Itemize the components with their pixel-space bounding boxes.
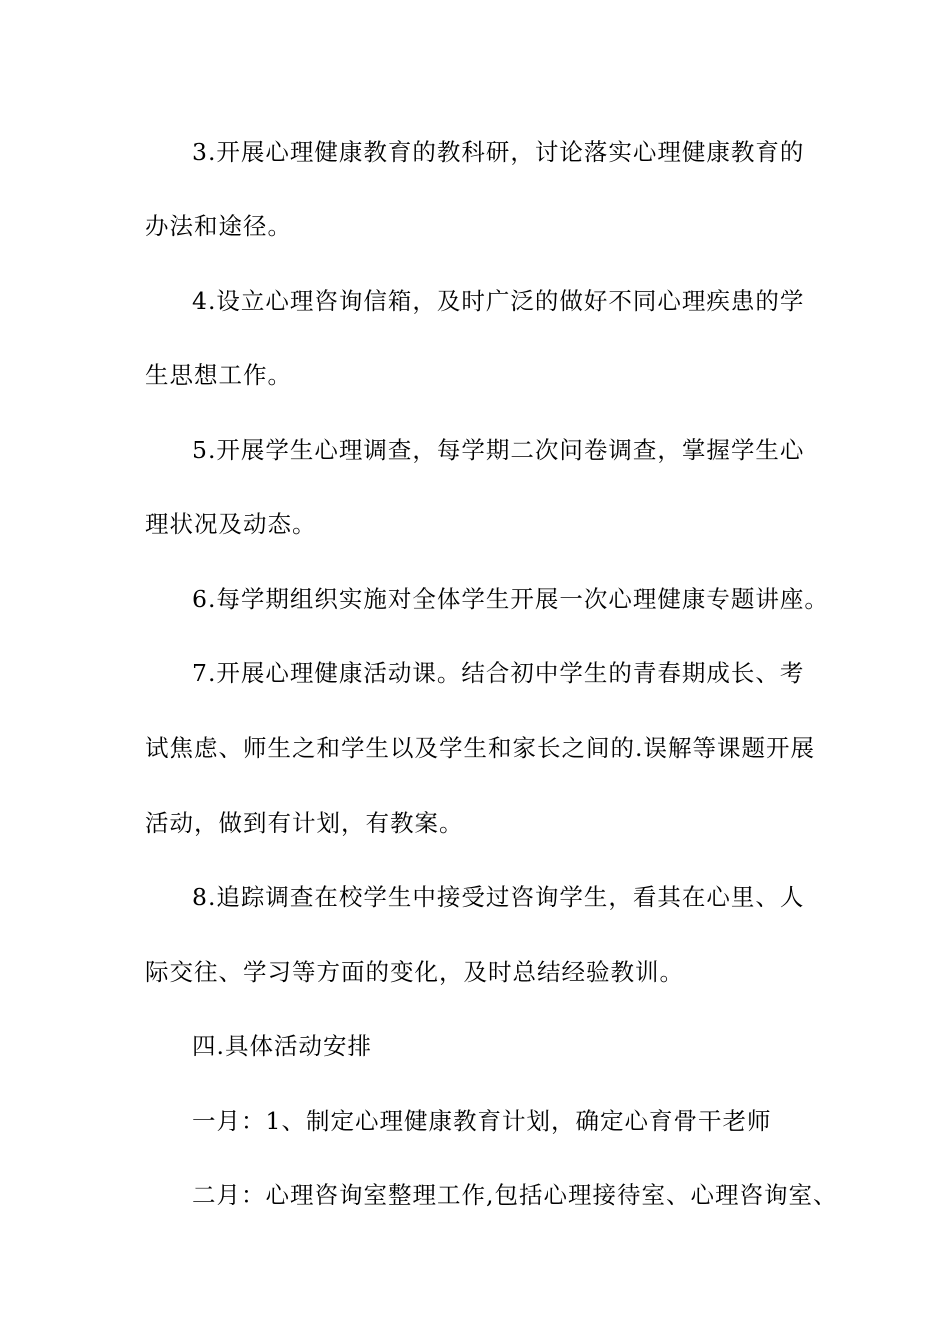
schedule-february: 二月：心理咨询室整理工作,包括心理接待室、心理咨询室、 [192, 1181, 838, 1209]
paragraph-7-line-3: 活动，做到有计划，有教案。 [145, 809, 464, 837]
paragraph-5-line-1: 5.开展学生心理调查，每学期二次问卷调查，掌握学生心 [192, 436, 805, 464]
paragraph-8-line-2: 际交往、学习等方面的变化，及时总结经验教训。 [145, 958, 684, 986]
paragraph-5-line-2: 理状况及动态。 [145, 510, 317, 538]
paragraph-8-line-1: 8.追踪调查在校学生中接受过咨询学生，看其在心里、人 [192, 883, 805, 911]
paragraph-4-line-2: 生思想工作。 [145, 361, 292, 389]
paragraph-3-line-2: 办法和途径。 [145, 212, 292, 240]
paragraph-3-line-1: 3.开展心理健康教育的教科研，讨论落实心理健康教育的 [192, 138, 805, 166]
paragraph-6-line-1: 6.每学期组织实施对全体学生开展一次心理健康专题讲座。 [192, 585, 829, 613]
paragraph-7-line-1: 7.开展心理健康活动课。结合初中学生的青春期成长、考 [192, 659, 805, 687]
schedule-january: 一月：1、制定心理健康教育计划，确定心育骨干老师 [192, 1107, 772, 1135]
paragraph-4-line-1: 4.设立心理咨询信箱，及时广泛的做好不同心理疾患的学 [192, 287, 805, 315]
section-heading: 四.具体活动安排 [192, 1032, 372, 1060]
paragraph-7-line-2: 试焦虑、师生之和学生以及学生和家长之间的.误解等课题开展 [145, 734, 815, 762]
